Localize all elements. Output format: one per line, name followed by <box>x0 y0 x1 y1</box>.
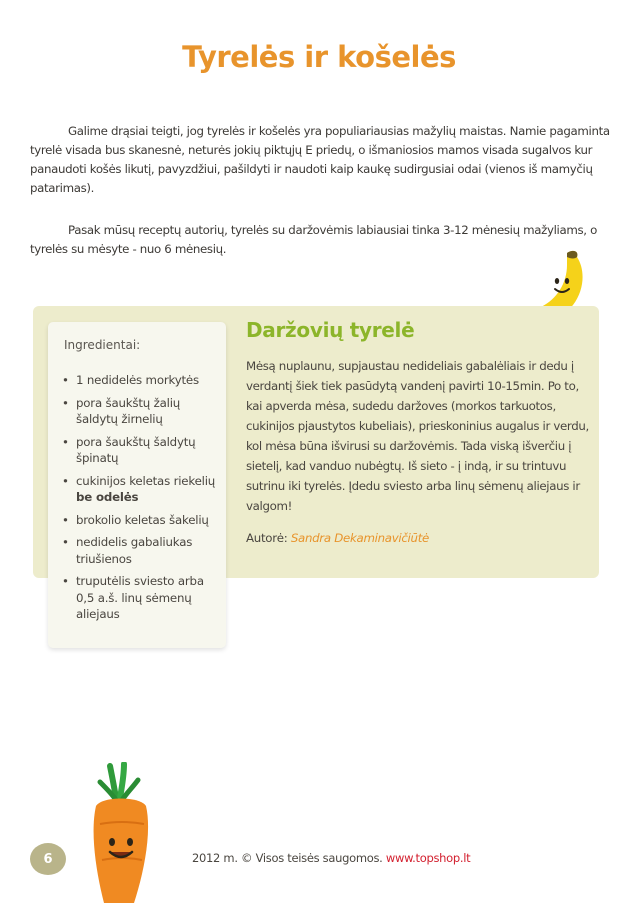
ingredient-text: truputėlis sviesto arba 0,5 a.š. linų sėmenų aliejaus <box>76 574 204 621</box>
footer <box>192 851 470 865</box>
ingredient-text: pora šaukštų šaldytų špinatų <box>76 434 196 465</box>
ingredient-emphasis: be odelės <box>76 490 139 504</box>
author-label: Autorė: <box>246 531 288 545</box>
ingredient-item <box>62 434 222 467</box>
ingredient-text: 1 nedidelės morkytės <box>76 373 199 387</box>
ingredient-text: pora šaukštų žalių šaldytų žirnelių <box>76 395 181 426</box>
ingredient-item <box>62 512 222 529</box>
footer-copyright: 2012 m. © Visos teisės saugomos. <box>192 851 383 865</box>
author-name: Sandra Dekaminavičiūtė <box>290 531 429 545</box>
recipe-author <box>246 531 429 545</box>
bullet-icon: • <box>62 473 69 488</box>
bullet-icon: • <box>62 574 69 588</box>
intro-paragraph-2: Pasak mūsų receptų autorių, tyrelės su daržovėmis labiausiai tinka 3-12 mėnesių mažyliams, o tyrelės su mėsyte - nuo 6 mėnesių. <box>30 223 597 256</box>
ingredient-item <box>62 395 222 428</box>
ingredients-list <box>62 372 222 629</box>
bullet-icon: • <box>62 395 69 410</box>
bullet-icon: • <box>62 512 69 527</box>
footer-url[interactable]: www.topshop.lt <box>385 851 471 865</box>
ingredient-item <box>62 372 222 389</box>
ingredient-item <box>62 534 222 567</box>
bullet-icon: • <box>62 434 69 449</box>
ingredient-text: nedidelis gabaliukas triušienos <box>76 535 193 566</box>
recipe-title: Daržovių tyrelė <box>246 318 415 342</box>
ingredients-card <box>48 322 226 648</box>
carrot-mascot-icon <box>82 762 162 903</box>
ingredient-item <box>62 473 222 506</box>
recipe-instructions: Mėsą nuplaunu, supjaustau nedideliais gabalėliais ir dedu į verdantį šiek tiek pasūdytą vandenį pavirti 10-15min. Po to, kai apverda mėsa, sudedu daržoves (morkos tarkuotos, cukinijos pjaustytos kubeliais), prieskoninius augalus ir verdu, kol mėsa būna išvirusi su daržovėmis. Tada viską išverčiu į sietelį, kad vanduo nubėgtų. Iš sieto - į indą, ir su trintuvu sutrinu iki tyrelės. Įdedu sviesto arba linų sėmenų aliejaus ir valgom! <box>246 359 589 513</box>
bullet-icon: • <box>62 535 69 549</box>
ingredients-heading: Ingredientai: <box>64 338 141 352</box>
page-title: Tyrelės ir košelės <box>182 40 456 74</box>
bullet-icon: • <box>62 373 69 387</box>
ingredient-item <box>62 573 222 623</box>
ingredient-text: brokolio keletas šakelių <box>76 512 209 527</box>
ingredient-text: cukinijos keletas riekelių <box>76 473 216 488</box>
intro-paragraph-1: Galime drąsiai teigti, jog tyrelės ir košelės yra populiariausias mažylių maistas. Namie pagaminta tyrelė visada bus skanesnė, neturės jokių piktųjų E priedų, o išmaniosios mamos visada sugalvos kur panaudoti košės likutį, pavyzdžiui, pašildyti ir naudoti kaip kaukę sudirgusiai odai (vienos iš mamyčių patarimas). <box>30 124 610 195</box>
page-number-badge: 6 <box>30 843 66 875</box>
